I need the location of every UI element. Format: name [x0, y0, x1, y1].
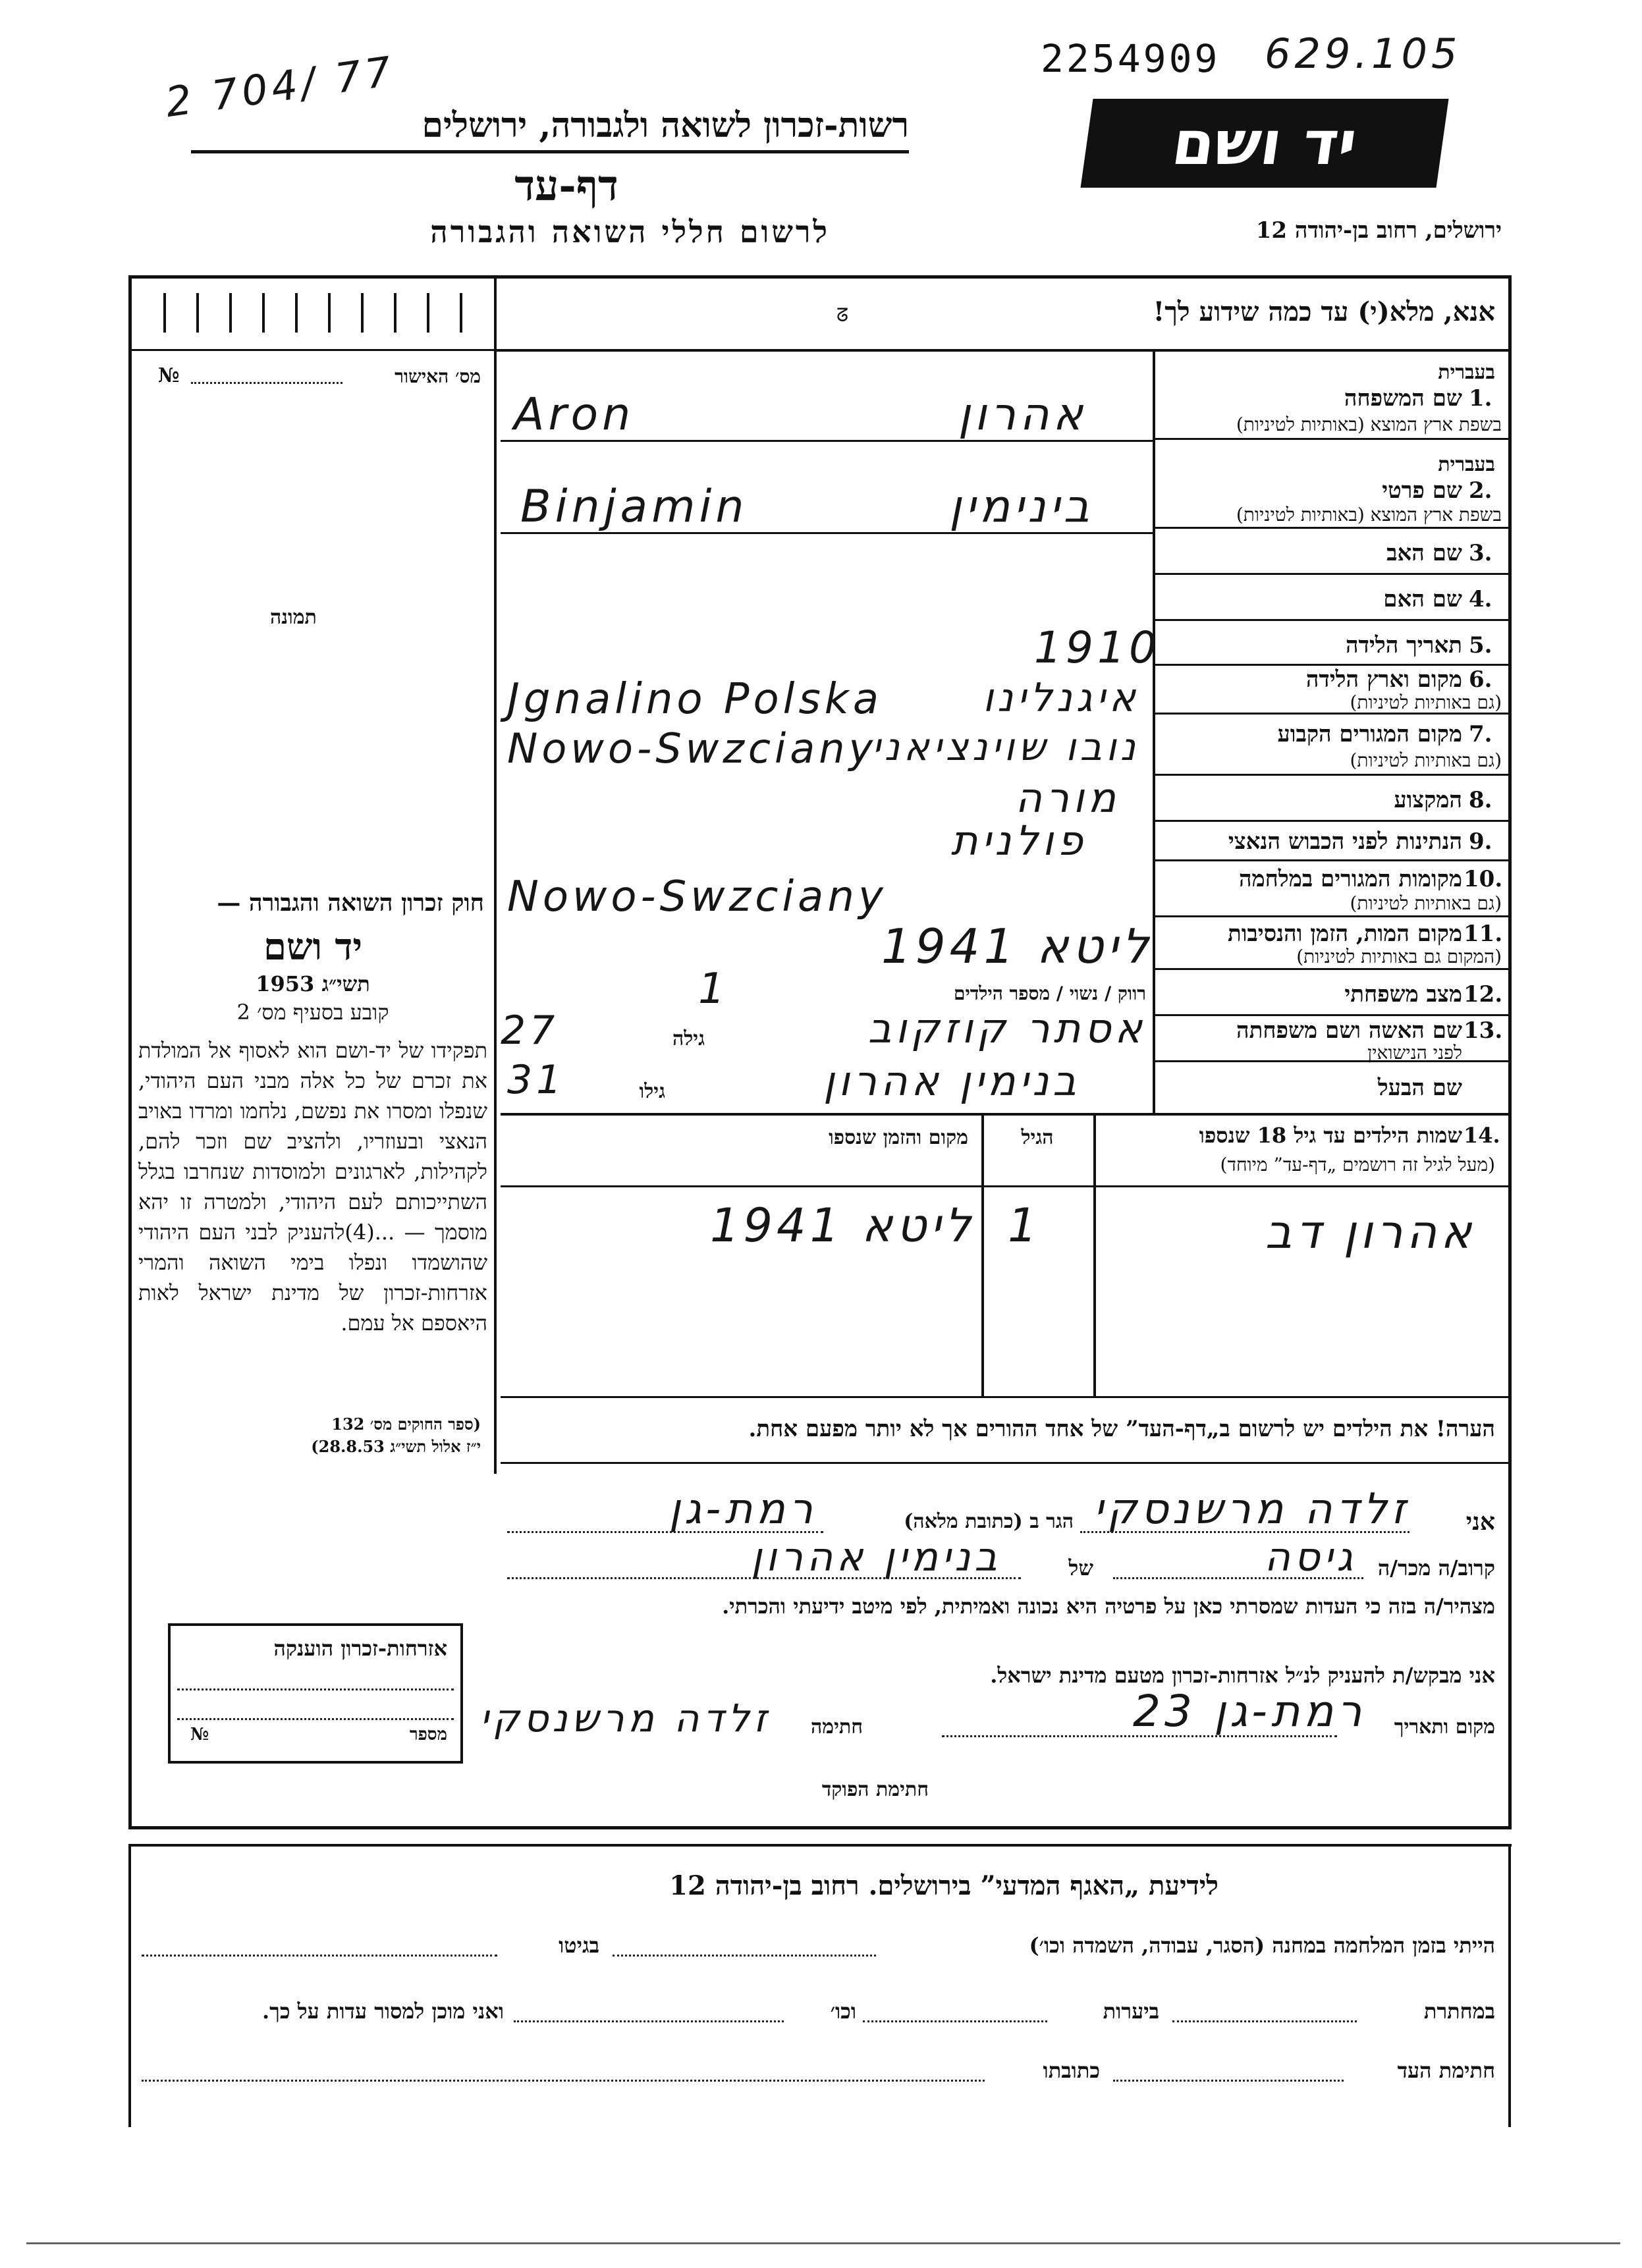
law-name: יד ושם: [263, 925, 363, 969]
children-place-header: מקום והזמן שנספו: [829, 1126, 968, 1149]
law-reference-2: י״ז אלול תשי״ג 28.8.53): [311, 1437, 481, 1456]
field-12-value[interactable]: [1047, 961, 1146, 985]
field-11-value[interactable]: ליטא 1941: [881, 919, 1153, 974]
field-1-sublabel: בשפת ארץ המוצא (באותיות לטיניות): [1236, 414, 1502, 435]
corner-handwritten-note-right: 629.105: [1265, 30, 1462, 78]
law-reference-1: (ספר החוקים מס׳ 132: [331, 1415, 481, 1434]
field-6-number: 6.: [1469, 666, 1492, 693]
declarant-name[interactable]: זלדה מרשנסקי: [1093, 1485, 1409, 1534]
field-9-number: 9.: [1469, 828, 1492, 855]
field-9-value[interactable]: פולנית: [950, 817, 1087, 865]
field-3-number: 3.: [1469, 540, 1492, 566]
field-10-sublabel: (גם באותיות לטיניות): [1350, 892, 1502, 914]
field-1-value-latin[interactable]: Aron: [514, 389, 635, 441]
field-13-number: 13.: [1464, 1017, 1503, 1044]
footer-camp-line[interactable]: [613, 1955, 876, 1957]
relation-value[interactable]: גיסה: [1264, 1534, 1357, 1580]
footer-witness-signature-label: חתימת העד: [1397, 2058, 1495, 2083]
corner-handwritten-note-left: 2 704/ 77: [162, 46, 398, 127]
field-2-lang: בעברית: [1438, 453, 1495, 476]
field-7-value-hebrew[interactable]: נובו שוינציאני: [871, 724, 1139, 769]
declaration-request: אני מבקש/ת להעניק לנ״ל אזרחות-זכרון מטעם מדינת ישראל.: [990, 1663, 1495, 1688]
field-14-label: שמות הילדים עד גיל 18 שנספו: [1199, 1123, 1462, 1148]
footer-line1-text: הייתי בזמן המלחמה במחנה (הסגר, עבודה, השמדה וכו׳): [1029, 1933, 1495, 1958]
husband-age-value[interactable]: 31: [507, 1057, 566, 1103]
field-12-number: 12.: [1464, 981, 1503, 1008]
place-date-value[interactable]: רמת-גן 23: [1133, 1686, 1366, 1737]
law-title: חוק זכרון השואה והגבורה —: [217, 889, 484, 917]
field-1-value-hebrew[interactable]: אהרון: [958, 389, 1087, 441]
field-14-sublabel: (מעל לגיל זה רושמים „דף-עד” מיוחד): [1220, 1154, 1495, 1175]
footer-ghetto-label: בגיטו: [559, 1933, 599, 1958]
barcode-boxes: [151, 290, 468, 336]
field-6-value-hebrew[interactable]: איגנלינו: [982, 675, 1139, 721]
field-11-number: 11.: [1464, 921, 1503, 947]
law-year: תשי״ג 1953: [256, 971, 370, 996]
field-12-label: מצב משפחתי: [1344, 981, 1462, 1008]
footer-heading: לידיעת „האגף המדעי” בירושלים. רחוב בן-יהודה 12: [669, 1870, 1218, 1901]
field-7-number: 7.: [1469, 721, 1492, 747]
footer-witness-signature-line[interactable]: [1113, 2080, 1344, 2082]
husband-value[interactable]: בנימין אהרון: [823, 1057, 1080, 1105]
yad-vashem-logo: [1081, 99, 1449, 188]
form-subtitle: לרשום חללי השואה והגבורה: [430, 214, 830, 250]
footer-address-label: כתובתו: [1043, 2058, 1100, 2083]
field-12-children-count[interactable]: 1: [698, 965, 729, 1013]
child-age[interactable]: 1: [1008, 1199, 1041, 1253]
field-12-inline-label: רווק / נשוי / מספר הילדים: [953, 983, 1146, 1004]
field-7-label: מקום המגורים הקבוע: [1277, 721, 1462, 747]
field-1-number: 1.: [1469, 385, 1492, 412]
declaration-statement: מצהיר/ה בזה כי העדות שמסרתי כאן על פרטיה היא נכונה ואמיתית, לפי מיטב ידיעתי והכרתי.: [722, 1594, 1495, 1619]
field-3-label: שם האב: [1386, 540, 1462, 566]
approval-number-sign: №: [158, 364, 180, 387]
child-name[interactable]: אהרון דב: [1265, 1205, 1475, 1259]
footer-forests-label: ביערות: [1103, 1999, 1159, 2024]
footer-address-line[interactable]: [142, 2080, 985, 2082]
logo-text: יד ושם: [1168, 108, 1361, 178]
field-8-number: 8.: [1469, 787, 1492, 813]
photo-label: תמונה: [270, 606, 317, 629]
footer-ghetto-line[interactable]: [142, 1955, 497, 1957]
field-9-label: הנתינות לפני הכבוש הנאצי: [1228, 828, 1462, 855]
footer-forests-line[interactable]: [863, 2020, 1047, 2022]
field-4-number: 4.: [1469, 586, 1492, 612]
footer-underground-label: במחתרת: [1423, 1999, 1495, 2024]
form-title: דף-עד: [514, 161, 618, 211]
field-11-label: מקום המות, הזמן והנסיבות: [1227, 921, 1462, 947]
field-2-label: שם פרטי: [1382, 477, 1462, 504]
footer-etc-line[interactable]: [514, 2020, 784, 2022]
field-5-number: 5.: [1469, 632, 1492, 659]
address-value[interactable]: רמת-גן: [669, 1485, 817, 1534]
of-value[interactable]: בנימין אהרון: [751, 1534, 1001, 1580]
field-2-value-hebrew[interactable]: בינימין: [949, 481, 1093, 533]
field-5-value[interactable]: 1910: [1034, 622, 1161, 673]
field-5-label: תאריך הלידה: [1345, 632, 1462, 659]
field-7-value-latin[interactable]: Nowo-Swzciany: [507, 724, 877, 772]
of-label: של: [1068, 1555, 1093, 1580]
wife-age-label: גילה: [672, 1027, 705, 1050]
footer-testimony-text: ואני מוכן למסור עדות על כך.: [261, 1999, 504, 2024]
wife-age-value[interactable]: 27: [501, 1008, 559, 1054]
signature-value[interactable]: זלדה מרשנסקי: [479, 1696, 771, 1741]
field-6-value-latin[interactable]: Jgnalino Polska: [507, 675, 883, 724]
law-section: קובע בסעיף מס׳ 2: [236, 1000, 389, 1025]
field-10-label: מקומות המגורים במלחמה: [1238, 866, 1462, 892]
header-address: ירושלים, רחוב בן-יהודה 12: [1255, 217, 1502, 244]
citizenship-number-sign: №: [190, 1725, 209, 1744]
field-13-value[interactable]: אסתר קוזקוב: [867, 1004, 1146, 1052]
instruction-text: אנא, מלא(י) עד כמה שידוע לך!: [1153, 296, 1495, 327]
citizenship-number-label: מספר: [409, 1725, 447, 1744]
field-14-number: 14.: [1464, 1123, 1500, 1148]
citizenship-box-title: אזרחות-זכרון הוענקה: [273, 1636, 447, 1661]
field-6-label: מקום וארץ הלידה: [1305, 666, 1462, 693]
child-place[interactable]: ליטא 1941: [709, 1199, 975, 1253]
field-2-sublabel: בשפת ארץ המוצא (באותיות לטיניות): [1236, 504, 1502, 526]
field-10-number: 10.: [1464, 866, 1503, 892]
field-1-label: שם המשפחה: [1344, 385, 1462, 412]
footer-etc-label: וכו׳: [830, 1999, 856, 2024]
place-date-label: מקום ותאריך: [1394, 1715, 1495, 1739]
serial-number: 2254909: [1041, 36, 1220, 81]
approval-number-label: מס׳ האישור: [395, 365, 481, 387]
field-13-label: שם האשה ושם משפחתה: [1236, 1017, 1462, 1044]
field-13-sublabel: לפני הנישואין: [1367, 1042, 1462, 1064]
authority-name: רשות-זכרון לשואה ולגבורה, ירושלים: [422, 105, 909, 146]
approval-number-line[interactable]: [191, 382, 342, 384]
note-text: הערה! את הילדים יש לרשום ב„דף-העד” של אחד ההורים אך לא יותר מפעם אחת.: [748, 1416, 1495, 1442]
relation-label: קרוב/ה מכר/ה: [1377, 1555, 1495, 1580]
husband-label: שם הבעל: [1377, 1075, 1462, 1101]
field-7-sublabel: (גם באותיות לטיניות): [1350, 749, 1502, 771]
small-mark-icon: ᘔ: [836, 304, 849, 326]
husband-age-label: גילו: [639, 1080, 665, 1103]
field-8-value[interactable]: מורה: [1015, 774, 1120, 822]
signature-label: חתימה: [811, 1715, 863, 1739]
field-8-label: המקצוע: [1394, 787, 1462, 813]
children-age-header: הגיל: [1021, 1126, 1054, 1149]
address-label: הגר ב (כתובת מלאה): [904, 1510, 1074, 1533]
declarant-i-label: אני: [1465, 1508, 1495, 1536]
official-signature-label: חתימת הפוקד: [821, 1778, 929, 1801]
field-2-value-latin[interactable]: Binjamin: [520, 481, 748, 533]
footer-underground-line[interactable]: [1172, 2020, 1357, 2022]
citizenship-box: [168, 1623, 463, 1764]
law-text: תפקידו של יד-ושם הוא לאסוף אל המולדת את זכרם של כל אלה מבני העם היהודי, שנפלו ומסרו את נפשם, נלחמו ומרדו באויב הנאצי ובעוזריו, ולהציב שם וזכר להם, לקהילות, לארגונים ולמוסדות שנחרבו בגלל השתייכותם לעם היהודי, ולמטרה זו יהא מוסמך — ...(4)להעניק לבני העם היהודי שהושמדו ונפלו בימי השואה והמרי אזרחות-זכרון של מדינת ישראל לאות היאספם אל עמם.: [138, 1038, 488, 1336]
field-2-number: 2.: [1469, 477, 1492, 504]
field-6-sublabel: (גם באותיות לטיניות): [1350, 691, 1502, 713]
field-10-value-latin[interactable]: Nowo-Swzciany: [507, 873, 887, 921]
field-1-lang: בעברית: [1438, 361, 1495, 384]
field-11-sublabel: (המקום גם באותיות לטיניות): [1296, 946, 1502, 967]
field-4-label: שם האם: [1383, 586, 1462, 612]
